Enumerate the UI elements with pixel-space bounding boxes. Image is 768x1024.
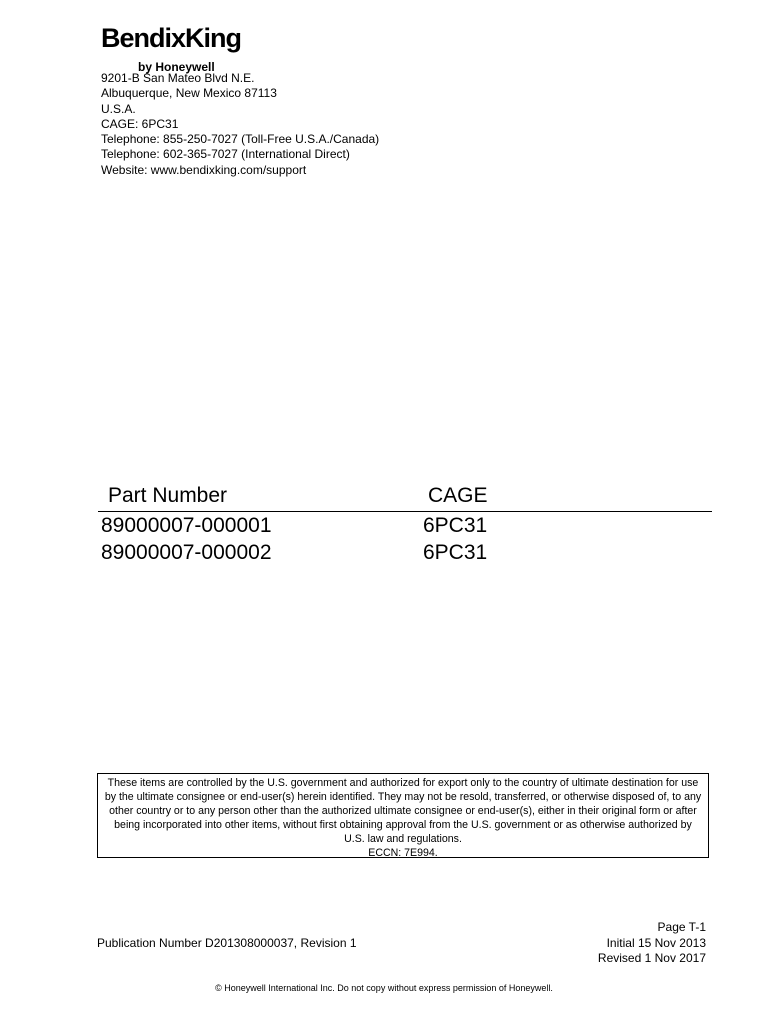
- address-phone-tollfree: Telephone: 855-250-7027 (Toll-Free U.S.A./Canada): [101, 132, 380, 147]
- logo-brand-text: BendixKing: [101, 23, 242, 53]
- company-address: [101, 71, 379, 178]
- address-line: Albuquerque, New Mexico 87113: [101, 86, 277, 101]
- address-line: 9201-B San Mateo Blvd N.E.: [101, 71, 255, 85]
- eccn-label: ECCN: 7E994.: [368, 847, 438, 859]
- copyright-notice: © Honeywell International Inc. Do not copy without express permission of Honeywell.: [215, 983, 553, 993]
- cage-cell: 6PC31: [423, 541, 488, 564]
- page-number: Page T-1: [657, 920, 706, 934]
- part-number-table: [98, 484, 712, 566]
- address-line: U.S.A.: [101, 101, 136, 116]
- table-row: [98, 512, 712, 539]
- page-revision-block: [598, 920, 706, 967]
- export-control-notice: [97, 773, 709, 858]
- part-number-cell: 89000007-000002: [101, 541, 272, 564]
- header-part-number: Part Number: [108, 484, 228, 507]
- export-notice-text: These items are controlled by the U.S. government and authorized for export only to the country of ultimate destination for use by the ultimate consignee or end-user(s) herein identified. They may not be resold, transferred, or otherwise disposed of, to any other country or to any person other than the authorized ultimate consignee or end-user(s), either in their original form or after being incorporated into other items, without first obtaining approval from the U.S. government or as otherwise authorized by U.S. law and regulations.: [104, 777, 702, 845]
- part-number-cell: 89000007-000001: [101, 514, 272, 537]
- logo-sub-text: by Honeywell: [138, 60, 215, 74]
- table-row: [98, 539, 712, 566]
- initial-date: Initial 15 Nov 2013: [606, 935, 706, 950]
- address-website: Website: www.bendixking.com/support: [101, 162, 307, 177]
- publication-number: Publication Number D201308000037, Revision 1: [97, 936, 357, 950]
- address-cage: CAGE: 6PC31: [101, 116, 179, 131]
- company-logo: [101, 22, 251, 74]
- cage-cell: 6PC31: [423, 514, 488, 537]
- table-header: [98, 484, 712, 512]
- header-cage: CAGE: [428, 484, 488, 507]
- address-phone-international: Telephone: 602-365-7027 (International Direct): [101, 147, 350, 162]
- revised-date: Revised 1 Nov 2017: [597, 951, 706, 965]
